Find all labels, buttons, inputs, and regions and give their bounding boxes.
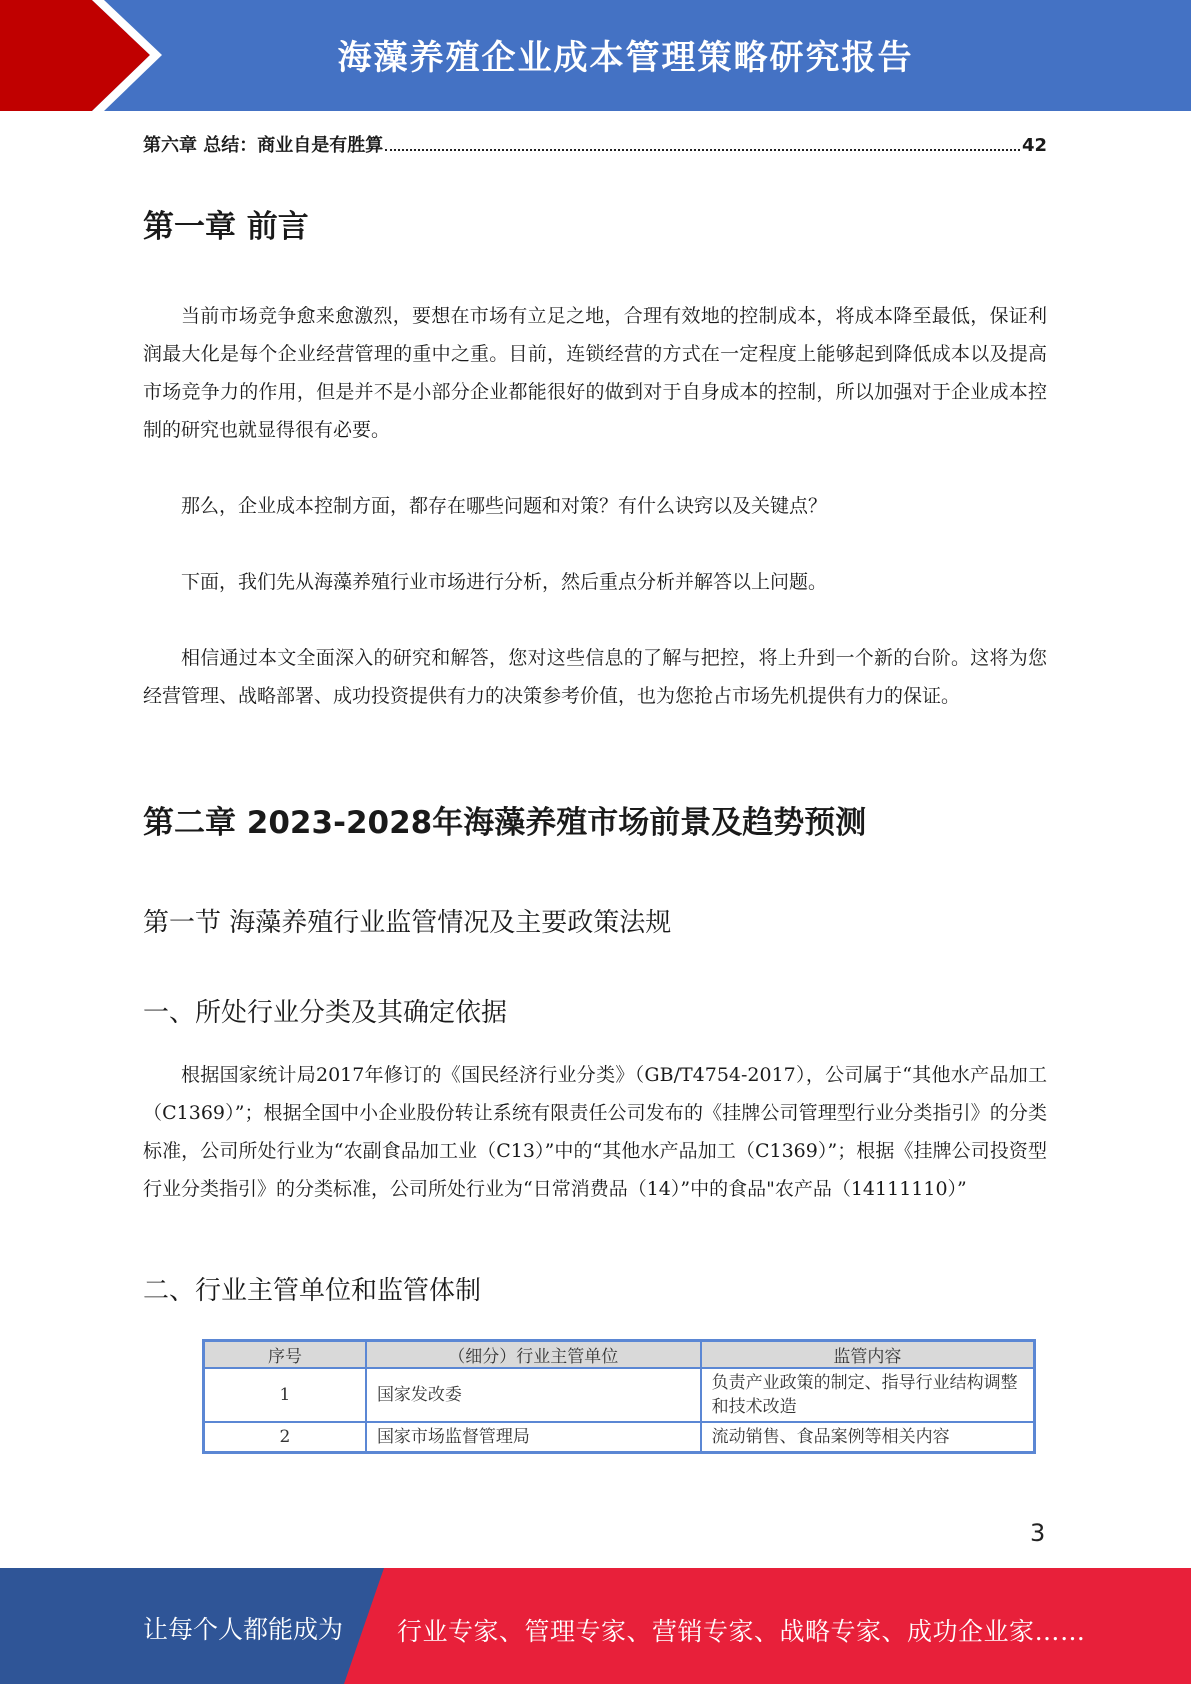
page-footer bbox=[0, 1568, 1191, 1684]
footer-slogan-right: 行业专家、管理专家、营销专家、战略专家、成功企业家…… bbox=[397, 1617, 1086, 1646]
toc-leader-dots bbox=[385, 149, 1020, 151]
table-header-cell: 监管内容 bbox=[701, 1341, 1035, 1369]
table-cell-content: 负责产业政策的制定、指导行业结构调整和技术改造 bbox=[701, 1368, 1035, 1422]
chapter-1-paragraph-4: 相信通过本文全面深入的研究和解答，您对这些信息的了解与把控，将上升到一个新的台阶。这将为您经营管理、战略部署、成功投资提供有力的决策参考价值，也为您抢占市场先机提供有力的保证。 bbox=[143, 647, 1047, 707]
chapter-1-paragraph-3: 下面，我们先从海藻养殖行业市场进行分析，然后重点分析并解答以上问题。 bbox=[181, 571, 828, 593]
footer-slogan-left: 让每个人都能成为 bbox=[143, 1615, 344, 1644]
table-cell-index: 1 bbox=[204, 1368, 366, 1422]
table-cell-content: 流动销售、食品案例等相关内容 bbox=[701, 1422, 1035, 1453]
toc-entry[interactable] bbox=[143, 131, 1047, 157]
toc-entry-label: 第六章 总结：商业自是有胜算 bbox=[143, 135, 384, 156]
regulator-table bbox=[202, 1339, 1036, 1454]
chapter-1-paragraph-1: 当前市场竞争愈来愈激烈，要想在市场有立足之地，合理有效地的控制成本，将成本降至最低，保证利润最大化是每个企业经营管理的重中之重。目前，连锁经营的方式在一定程度上能够起到降低成本以及提高市场竞争力的作用，但是并不是小部分企业都能很好的做到对于自身成本的控制，所以加强对于企业成本控制的研究也就显得很有必要。 bbox=[143, 305, 1047, 441]
table-header-cell: （细分）行业主管单位 bbox=[366, 1341, 701, 1369]
subsection-2-heading: 二、行业主管单位和监管体制 bbox=[143, 1276, 482, 1306]
table-row bbox=[204, 1422, 1035, 1453]
subsection-1-paragraph: 根据国家统计局2017年修订的《国民经济行业分类》（GB/T4754-2017），公司属于“其他水产品加工（C1369）”；根据全国中小企业股份转让系统有限责任公司发布的《挂牌公司管理型行业分类指引》的分类标准，公司所处行业为“农副食品加工业（C13）”中的“其他水产品加工（C1369）”；根据《挂牌公司投资型行业分类指引》的分类标准，公司所处行业为“日常消费品（14）”中的食品"农产品（14111110）” bbox=[143, 1064, 1047, 1200]
chapter-1-paragraph-2: 那么，企业成本控制方面，都存在哪些问题和对策？有什么诀窍以及关键点？ bbox=[181, 495, 828, 517]
table-row bbox=[204, 1368, 1035, 1422]
table-cell-authority: 国家市场监督管理局 bbox=[366, 1422, 701, 1453]
table-cell-authority: 国家发改委 bbox=[366, 1368, 701, 1422]
toc-entry-page: 42 bbox=[1021, 135, 1047, 156]
table-cell-index: 2 bbox=[204, 1422, 366, 1453]
chapter-2-heading: 第二章 2023-2028年海藻养殖市场前景及趋势预测 bbox=[143, 805, 867, 841]
subsection-1-heading: 一、所处行业分类及其确定依据 bbox=[143, 998, 508, 1028]
section-1-heading: 第一节 海藻养殖行业监管情况及主要政策法规 bbox=[143, 908, 672, 938]
chapter-1-heading: 第一章 前言 bbox=[143, 209, 309, 245]
table-header-row bbox=[204, 1341, 1035, 1369]
page-number: 3 bbox=[1030, 1519, 1046, 1547]
page-header bbox=[0, 0, 1191, 111]
table-header-cell: 序号 bbox=[204, 1341, 366, 1369]
report-title: 海藻养殖企业成本管理策略研究报告 bbox=[337, 38, 914, 78]
